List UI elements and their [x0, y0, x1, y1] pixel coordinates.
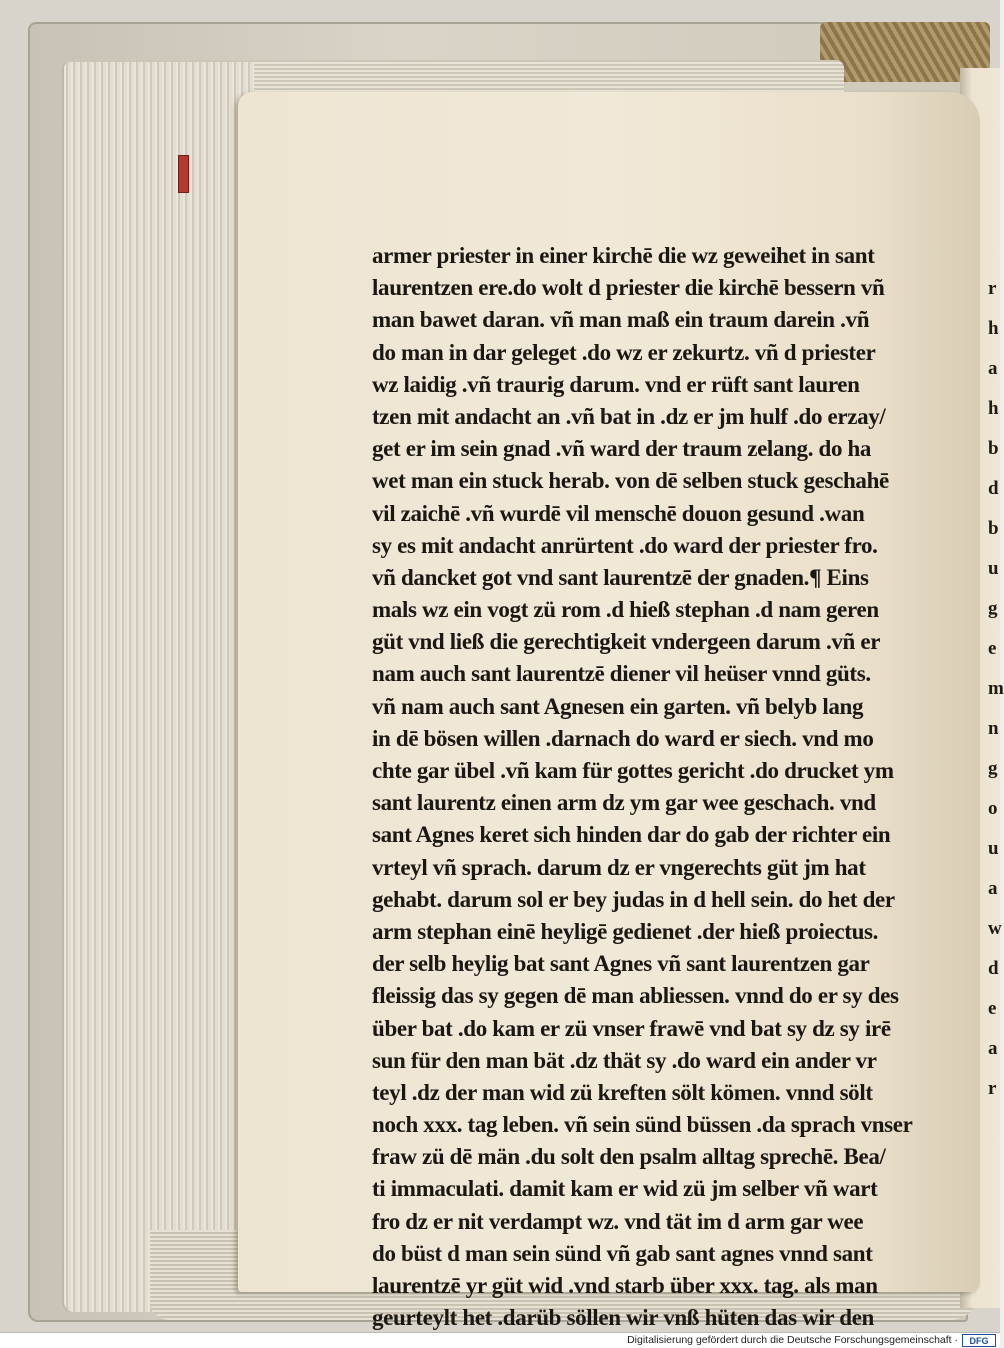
next-page-fragment: h — [988, 398, 999, 419]
next-page-fragment: h — [988, 318, 999, 339]
next-page-fragment: m — [988, 678, 1004, 699]
text-line: gehabt. darum sol er bey judas in d hell sein. do het der — [372, 886, 895, 912]
next-page-fragment: r — [988, 278, 997, 299]
red-bookmark-tab — [178, 155, 189, 193]
text-line: laurentzē yr güt wid .vnd starb über xxx. tag. als man — [372, 1273, 878, 1298]
next-page-fragment: e — [988, 638, 997, 659]
next-page-fragment: n — [988, 718, 999, 739]
text-line: wz laidig .vñ traurig darum. vnd er rüft sant lauren — [372, 371, 860, 397]
next-page-fragment: d — [988, 478, 999, 499]
text-line: tzen mit andacht an .vñ bat in .dz er jm hulf .do erzay/ — [372, 403, 886, 429]
text-line: mals wz ein vogt zü rom .d hieß stephan .d nam geren — [372, 597, 879, 623]
text-line: wet man ein stuck herab. von dē selben stuck geschahē — [372, 468, 889, 494]
text-line: ti immaculati. damit kam er wid zü jm selber vñ wart — [372, 1176, 878, 1202]
text-line: sun für den man bät .dz thät sy .do ward ein ander vr — [372, 1047, 877, 1073]
text-line: der selb heylig bat sant Agnes vñ sant laurentzen gar — [372, 951, 870, 977]
text-line: vil zaichē .vñ wurdē vil menschē douon gesund .wan — [372, 500, 865, 526]
next-page-fragment: u — [988, 838, 999, 859]
text-line: do büst d man sein sünd vñ gab sant agnes vnnd sant — [372, 1240, 873, 1266]
next-page-fragment: r — [988, 1078, 997, 1099]
dfg-logo: DFG — [962, 1334, 996, 1347]
text-line: fraw zü dē män .du solt den psalm alltag sprechē. Bea/ — [372, 1144, 886, 1170]
page-text-block — [372, 240, 927, 1334]
text-line: armer priester in einer kirchē die wz geweihet in sant — [372, 243, 875, 268]
next-page-fragment: d — [988, 958, 999, 979]
next-page-fragment: b — [988, 518, 999, 539]
text-line: vrteyl vñ sprach. darum dz er vngerechts güt jm hat — [372, 854, 866, 880]
text-line: vñ nam auch sant Agnesen ein garten. vñ belyb lang — [372, 693, 864, 719]
text-line: fleissig das sy gegen dē man abliessen. vnnd do er sy des — [372, 983, 899, 1009]
text-line: fro dz er nit verdampt wz. vnd tät im d arm gar wee — [372, 1208, 864, 1234]
text-line: nam auch sant laurentzē diener vil heüser vnnd güts. — [372, 661, 871, 687]
next-page-fragment: a — [988, 1038, 998, 1059]
text-line: sant laurentz einen arm dz ym gar wee geschach. vnd — [372, 790, 876, 816]
next-page-fragment: a — [988, 878, 998, 899]
text-line: chte gar übel .vñ kam für gottes gericht .do drucket ym — [372, 758, 894, 783]
text-line: in dē bösen willen .darnach do ward er siech. vnd mo — [372, 725, 874, 751]
text-line: teyl .dz der man wid zü kreften sölt kömen. vnnd sölt — [372, 1079, 873, 1105]
text-line: vñ dancket got vnd sant laurentzē der gnaden.¶ Eins — [372, 564, 869, 590]
next-page-fragment: g — [988, 758, 998, 779]
footer-bar — [0, 1332, 1000, 1348]
text-line: man bawet daran. vñ man maß ein traum darein .vñ — [372, 307, 870, 333]
text-line: do man in dar geleget .do wz er zekurtz. vñ d priester — [372, 339, 876, 365]
page-edges-left — [64, 62, 254, 1312]
text-line: get er im sein gnad .vñ ward der traum zelang. do ha — [372, 436, 872, 462]
text-line: über bat .do kam er zü vnser frawē vnd bat sy dz sy irē — [372, 1015, 891, 1041]
text-line: arm stephan einē heyligē gedienet .der hieß proiectus. — [372, 918, 879, 944]
next-page-fragment: g — [988, 598, 998, 619]
next-page-fragment: e — [988, 998, 997, 1019]
text-line: noch xxx. tag leben. vñ sein sünd büssen .da sprach vnser — [372, 1112, 913, 1138]
text-line: laurentzen ere.do wolt d priester die kirchē bessern vñ — [372, 275, 885, 301]
text-line: geurteylt het .darüb söllen wir vnß hüten das wir den — [372, 1305, 874, 1331]
next-page-fragment: o — [988, 798, 998, 819]
text-line: sy es mit andacht anrürtent .do ward der priester fro. — [372, 532, 878, 558]
next-page-fragment: u — [988, 558, 999, 579]
next-page-fragment: w — [988, 918, 1002, 939]
text-line: güt vnd ließ die gerechtigkeit vndergeen darum .vñ er — [372, 629, 881, 655]
text-line: sant Agnes keret sich hinden dar do gab der richter ein — [372, 822, 891, 848]
next-page-fragment: a — [988, 358, 998, 379]
footer-credit: Digitalisierung gefördert durch die Deutsche Forschungsgemeinschaft · — [627, 1334, 958, 1346]
next-page-fragment: b — [988, 438, 999, 459]
